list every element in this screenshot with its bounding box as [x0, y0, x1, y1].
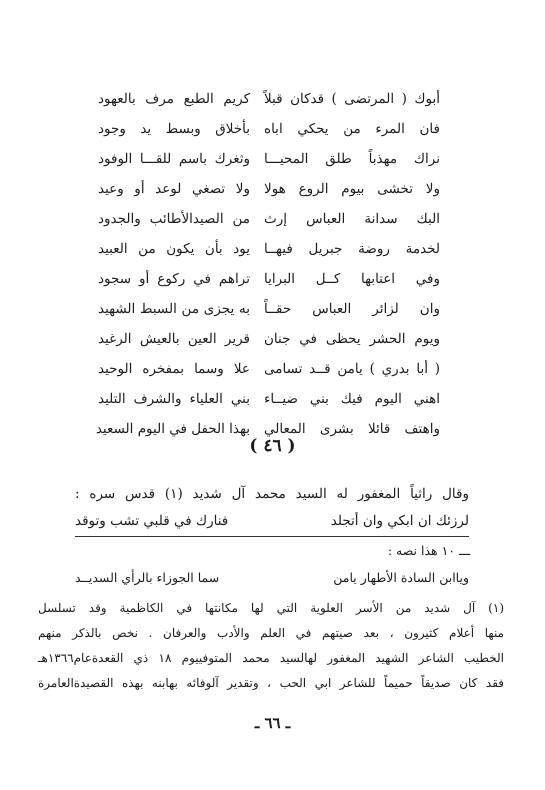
verse-first-hemistich: اهني اليوم فيك بني ضيــاء	[264, 391, 440, 407]
verse-first-hemistich: البك سدانة العباس إرث	[264, 211, 440, 227]
poem-verse	[98, 384, 440, 414]
verse-second-hemistich: تراهم في ركوع أو سجود	[98, 271, 250, 287]
verse-second-hemistich: بأخلاق وبسط يد وجود	[98, 121, 250, 137]
verse-second-hemistich: وثغرك باسم للقـــا الوفود	[98, 151, 250, 167]
poem-verse	[98, 174, 440, 204]
footnote-line: الخطيب الشاعر الشهيد المغفور لهالسيد محمد المتوفييوم ١٨ ذي القعدةعام١٣٦٦هـ	[38, 651, 504, 665]
verse-second-hemistich: ولا تصغي لوعد أو وعيد	[98, 181, 250, 197]
verse-second-hemistich: يود بأن يكون من العبيد	[98, 241, 250, 257]
verse-second-hemistich: علا وسما بمفخره الوحيد	[98, 361, 250, 377]
verse-second-hemistich: بني العلياء والشرف التليد	[98, 391, 250, 407]
poem-verse	[98, 234, 440, 264]
verse-second-hemistich: فنارك في قلبي تشب وتوقد	[75, 513, 229, 529]
verse-first-hemistich: لخدمة روضة جبريل فيهــا	[264, 241, 440, 257]
verse-second-hemistich: قرير العين بالعيش الرغيد	[98, 331, 250, 347]
verse-second-hemistich: من الصيدالأطائب والجدود	[98, 211, 250, 227]
poem-verse	[98, 294, 440, 324]
verse-first-hemistich: وان لزائر العباس حقــاً	[264, 301, 440, 317]
verse-first-hemistich: فان المرء من يحكي اباه	[264, 121, 440, 137]
poem-verse	[98, 264, 440, 294]
footnote-line: (١) آل شديد من الأسر العلوية التي لها مكانتها في الكاظمية وقد تسلسل	[38, 601, 504, 615]
verse-first-hemistich: ( أبا بدري ) يامن قــد تسامى	[264, 361, 440, 377]
page-number: ـ ٦٦ ـ	[254, 714, 291, 732]
poem-verse	[98, 204, 440, 234]
verse-first-hemistich: أبوك ( المرتضى ) قدكان قبلاً	[264, 91, 440, 107]
verse-first-hemistich: ولا تخشى بيوم الروع هولا	[264, 181, 440, 197]
verse-second-hemistich: به يجزى من السبط الشهيد	[98, 301, 250, 317]
poem-number-heading: ( ٤٦ )	[249, 436, 296, 456]
verse-second-hemistich: سما الجوزاء بالرأي السديــد	[75, 570, 220, 585]
verse-first-hemistich: واهتف قائلا بشرى المعالي	[264, 421, 440, 437]
verse-first-hemistich: لرزئك ان ابكي وان أتجلد	[330, 513, 469, 529]
poem-verse	[98, 324, 440, 354]
verse-first-hemistich: نراك مهذباً طلق المحيـــا	[264, 151, 440, 167]
verse-second-hemistich: بهذا الحفل في اليوم السعيد	[95, 421, 250, 437]
elegy-opening-verse	[75, 508, 469, 534]
verse-first-hemistich: وفي اعتابها كــل البرايا	[264, 271, 440, 287]
poem-verse	[98, 84, 440, 114]
verse-second-hemistich: كريم الطبع مرف بالعهود	[98, 91, 250, 107]
poem-verse	[98, 354, 440, 384]
footnote-line: فقد كان صديقاً حميماً للشاعر ابي الحب ، وتقدير آلوفائه بهابنه بهذه القصيدةالعامرة	[38, 676, 504, 690]
footnote-line: منها أعلام كثيرون ، بعد صيتهم في العلم والأدب والعرفان . نخص بالذكر منهم	[38, 626, 504, 640]
elegy-introduction: وقال راثياً المغفور له السيد محمد آل شديد (١) قدس سره :	[75, 486, 470, 502]
poem-verse	[98, 144, 440, 174]
verse-first-hemistich: ويوم الحشر يحظى في جنان	[264, 331, 440, 347]
verse-first-hemistich: وياابن السادة الأطهار يامن	[333, 570, 469, 585]
poem	[95, 84, 440, 444]
footnote-divider	[75, 536, 469, 537]
poem-verse	[98, 114, 440, 144]
footnote-text	[38, 596, 504, 696]
footnote-continuation-marker: ـــ ١٠ هذا نصه :	[387, 543, 470, 558]
footnote-verse	[75, 566, 469, 590]
